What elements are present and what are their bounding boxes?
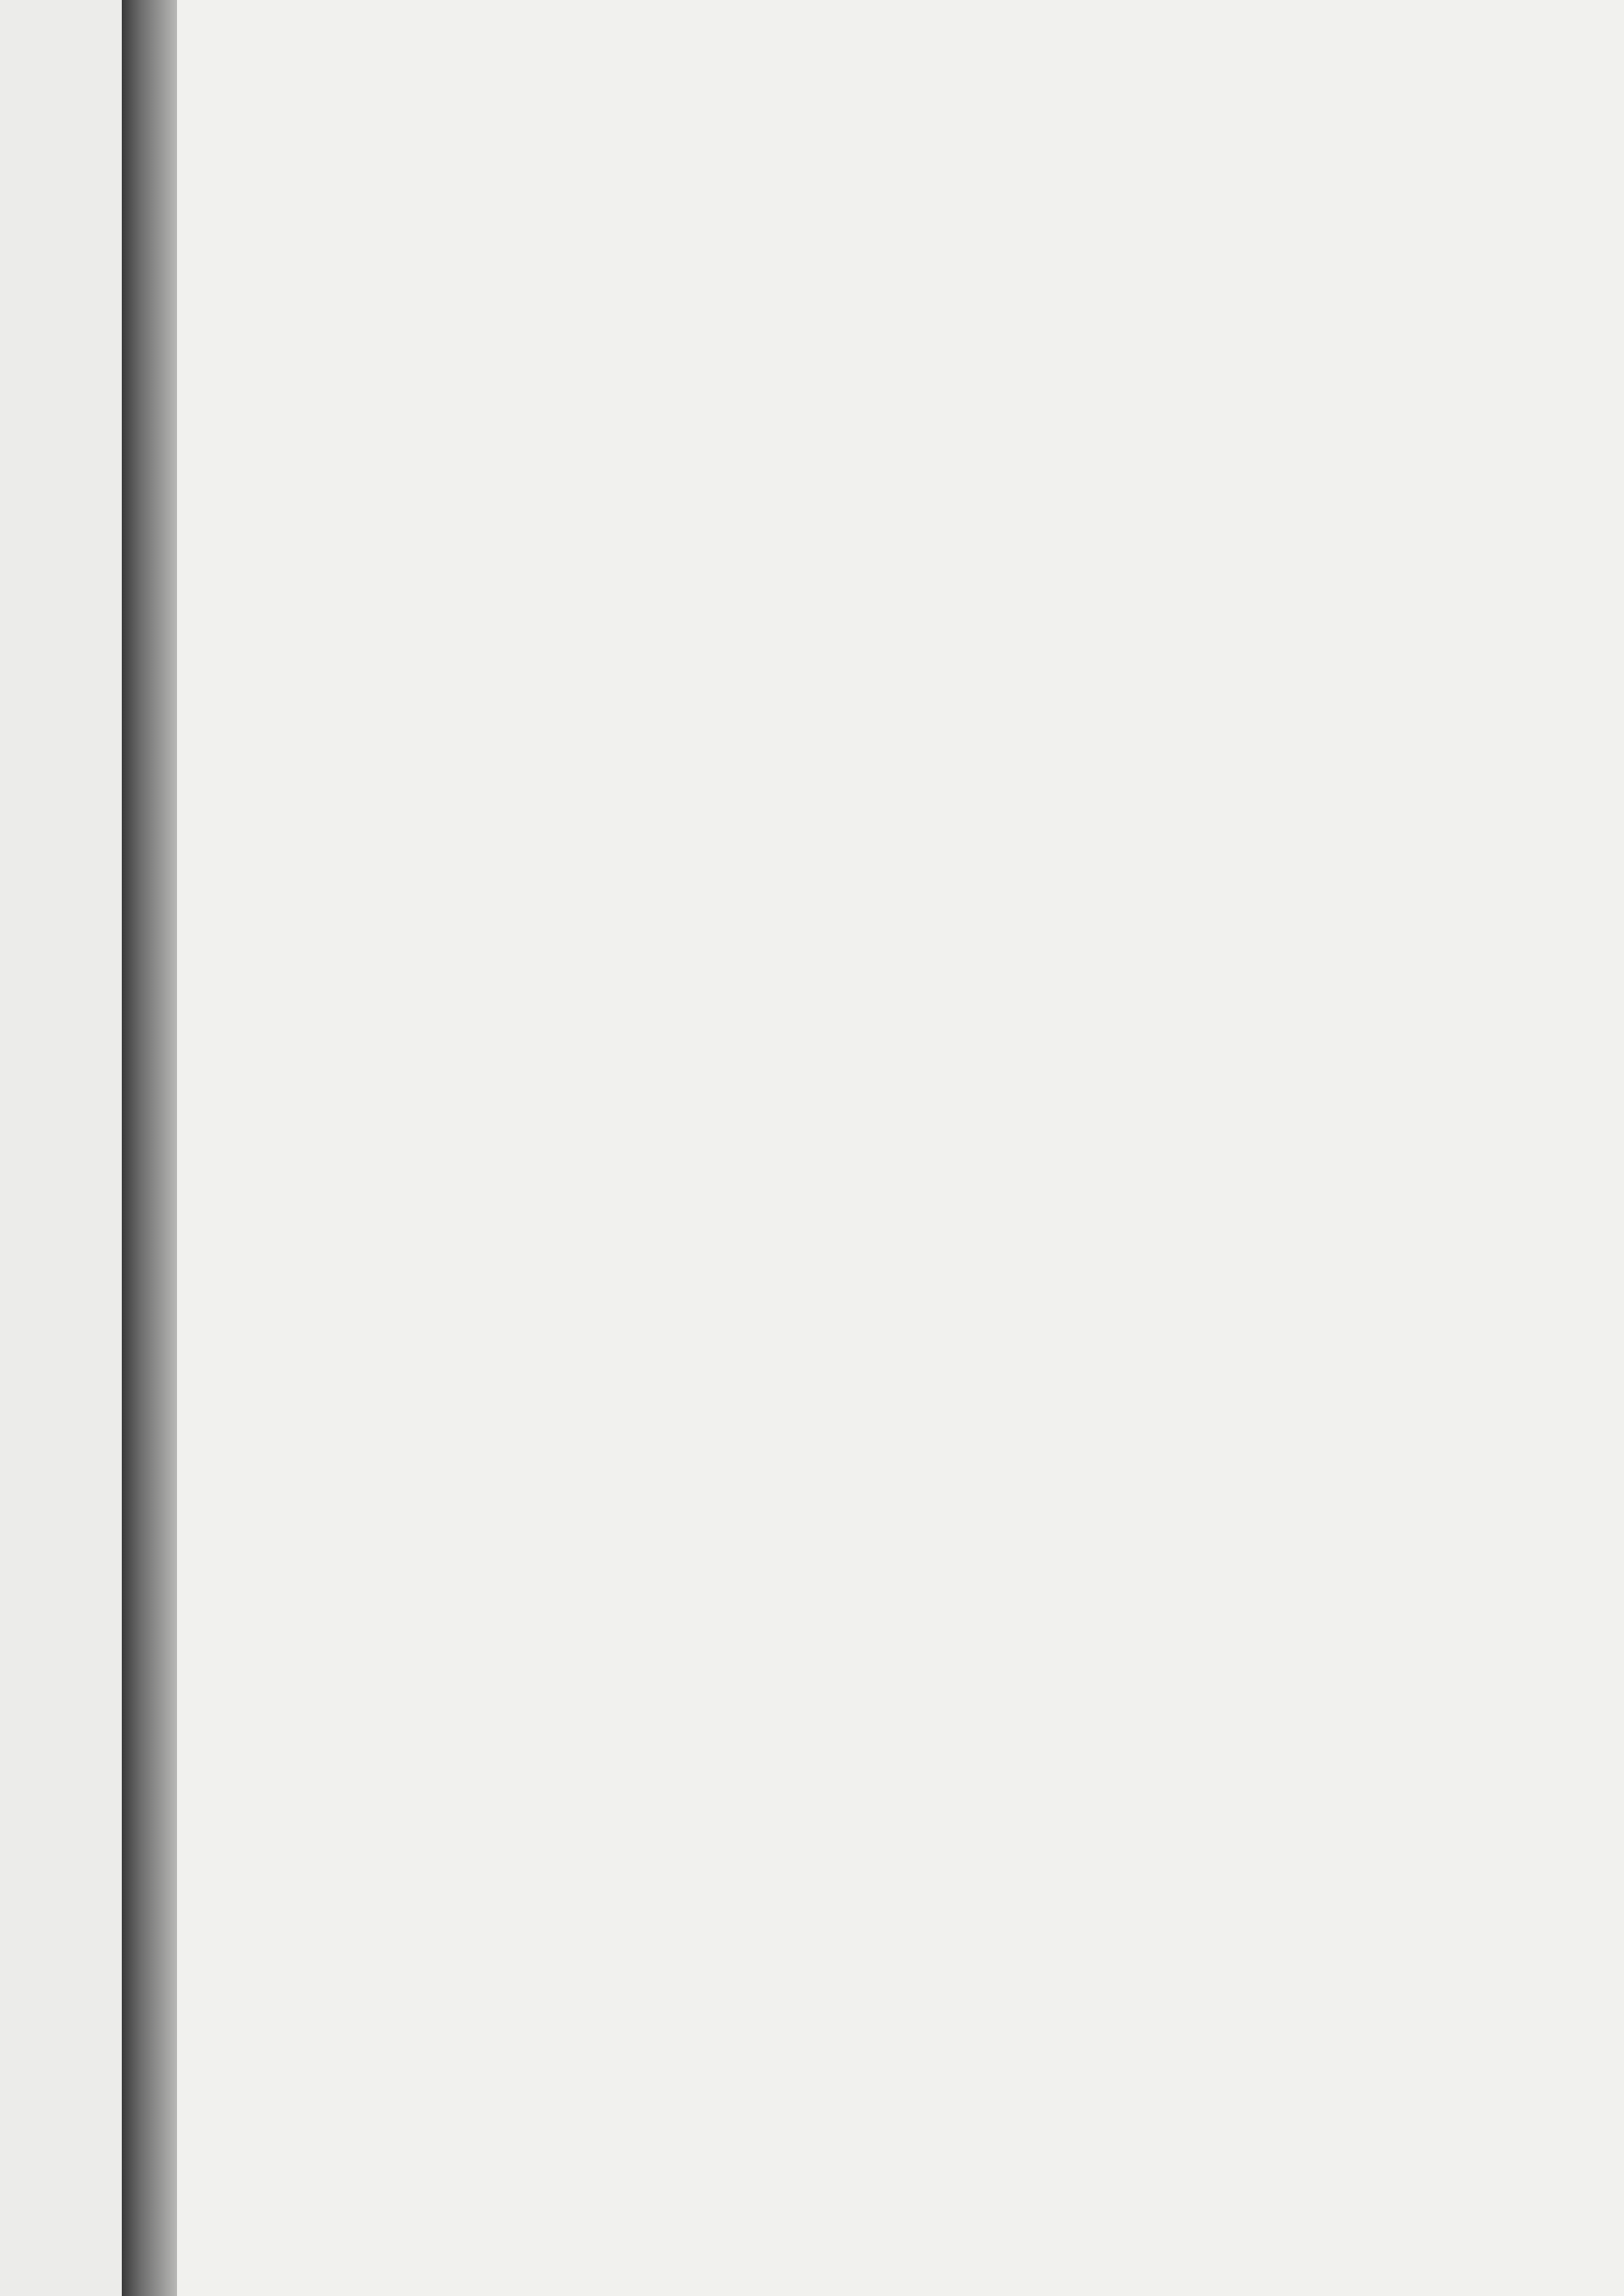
running-header: [177, 31, 1509, 71]
document-page: [177, 0, 1624, 2296]
book-gutter: [122, 0, 177, 2296]
page-footer: [254, 2249, 1505, 2281]
previous-page-edge: [0, 0, 122, 2296]
